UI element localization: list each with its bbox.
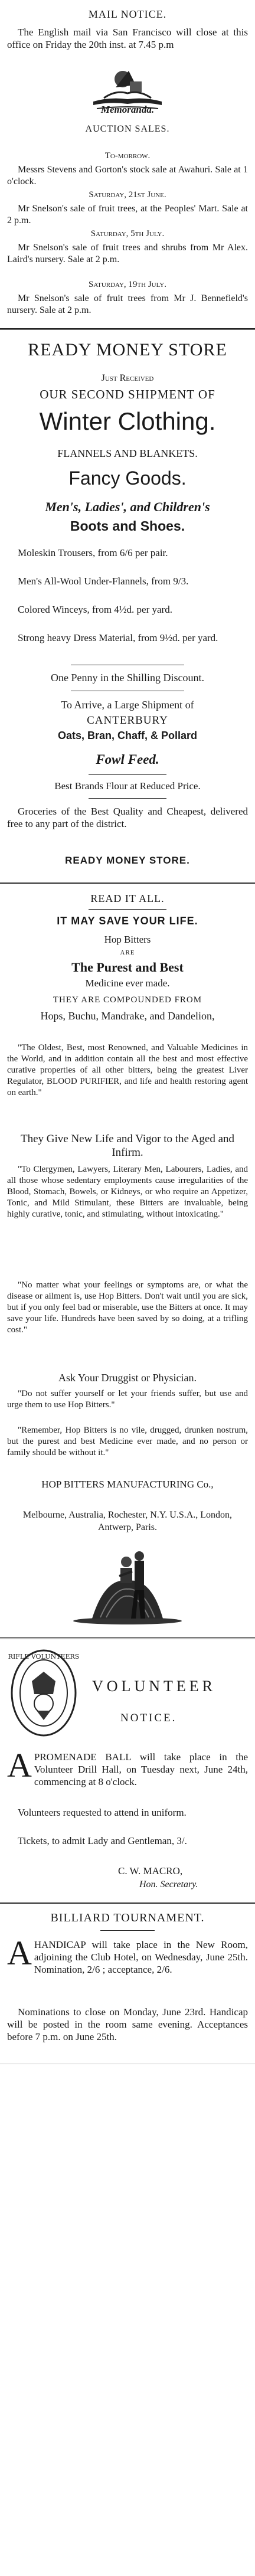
hop-are: ARE xyxy=(120,949,135,956)
hop-feelings-paragraph: "No matter what your feelings or symptoms are, or what the disease or ailment is, use Hop Bitters. Don't wait until you are sick, but if you only feel bad or miserable, use the Bitters at once. It may save your life. Hundreds have been saved by so doing, at a trifling cost." xyxy=(7,1280,248,1335)
store-item-1: Moleskin Trousers, from 6/6 per pair. xyxy=(18,547,168,558)
hop-oldest-paragraph: "The Oldest, Best, most Renowned, and Valuable Medicines in the World, and in addition contain all the best and most effective curative properties of all other bitters, being the greatest Liver Regulator, BLOOD PURIFIER, and life and health restoring agent on earth." xyxy=(7,1043,248,1097)
store-just-received: Just Received xyxy=(101,373,154,383)
volunteer-ball-paragraph xyxy=(0,1746,255,1788)
volunteer-ball-text: PROMENADE BALL will take place in the Volunteer Drill Hall, on Tuesday next, June 24th, commencing at 8 o'clock. xyxy=(34,1751,248,1787)
dropcap-a: A xyxy=(7,1746,32,1784)
store-to-arrive: To Arrive, a Large Shipment of xyxy=(61,699,194,711)
hop-bitters-line: Hop Bitters xyxy=(104,934,151,945)
store-flannels: FLANNELS AND BLANKETS. xyxy=(57,447,198,459)
seal-text: RIFLE VOLUNTEERS xyxy=(8,1653,79,1660)
mail-notice-heading: MAIL NOTICE. xyxy=(88,8,167,20)
rifle-volunteers-seal-icon xyxy=(8,1645,79,1739)
billiard-handicap-paragraph xyxy=(0,1934,255,1976)
hop-suffer-paragraph: "Do not suffer yourself or let your friends suffer, but use and urge them to use Hop Bitters." xyxy=(7,1389,248,1410)
billiard-nominations: Nominations to close on Monday, June 23rd. Handicap will be posted in the room same evening. Acceptances before 7 p.m. on June 25th. xyxy=(7,2006,248,2042)
hop-company: HOP BITTERS MANUFACTURING Co., xyxy=(41,1479,214,1490)
store-fancy-goods: Fancy Goods. xyxy=(68,468,187,489)
store-item-3: Colored Winceys, from 4½d. per yard. xyxy=(18,604,172,615)
hop-may-save-life: IT MAY SAVE YOUR LIFE. xyxy=(57,915,198,927)
store-boots-shoes: Boots and Shoes. xyxy=(70,518,185,534)
hop-remember-paragraph: "Remember, Hop Bitters is no vile, drugged, drunken nostrum, but the purest and best Medicine ever made, and no person or family should be without it." xyxy=(7,1426,248,1457)
hop-compounded: THEY ARE COMPOUNDED FROM xyxy=(53,995,202,1005)
auction-item-4: Mr Snelson's sale of fruit trees from Mr J. Bennefield's nursery. Sale at 2 p.m. xyxy=(7,293,248,315)
dancing-couple-illustration xyxy=(0,1548,255,1626)
store-item-4: Strong heavy Dress Material, from 9½d. per yard. xyxy=(18,632,218,643)
store-mens-ladies: Men's, Ladies', and Children's xyxy=(45,499,210,514)
mail-notice-text: The English mail via San Francisco will close at this office on Friday the 20th inst. at 7.45 p.m xyxy=(7,27,248,50)
hop-ingredients: Hops, Buchu, Mandrake, and Dandelion, xyxy=(40,1010,215,1022)
billiard-heading: BILLIARD TOURNAMENT. xyxy=(50,1911,205,1924)
volunteer-requested: Volunteers requested to attend in uniform. xyxy=(18,1807,187,1818)
section-rule xyxy=(0,882,255,884)
store-flour: Best Brands Flour at Reduced Price. xyxy=(54,780,201,792)
section-rule xyxy=(0,1902,255,1904)
section-rule xyxy=(0,328,255,330)
store-oats-bran: Oats, Bran, Chaff, & Pollard xyxy=(57,730,198,741)
hop-read-it-all: READ IT ALL. xyxy=(90,893,165,904)
volunteer-tickets: Tickets, to admit Lady and Gentleman, 3/. xyxy=(18,1835,187,1846)
hop-purest-best: The Purest and Best xyxy=(71,960,184,975)
store-footer: READY MONEY STORE. xyxy=(65,855,190,866)
divider xyxy=(100,1930,155,1931)
auction-item-3: Mr Snelson's sale of fruit trees and shrubs from Mr Alex. Laird's nursery. Sale at 2 p.m. xyxy=(7,243,248,264)
store-item-2: Men's All-Wool Under-Flannels, from 9/3. xyxy=(18,576,189,587)
volunteer-header xyxy=(0,1645,255,1741)
store-title: READY MONEY STORE xyxy=(28,340,227,359)
hop-medicine-ever: Medicine ever made. xyxy=(85,978,170,989)
volunteer-notice: NOTICE. xyxy=(120,1712,177,1724)
hop-cities: Melbourne, Australia, Rochester, N.Y. U.S.A., London, Antwerp, Paris. xyxy=(22,1510,233,1532)
volunteer-signed: C. W. MACRO, xyxy=(118,1865,183,1877)
store-penny-discount: One Penny in the Shilling Discount. xyxy=(51,672,204,684)
store-canterbury: CANTERBURY xyxy=(87,714,168,727)
divider xyxy=(89,774,166,775)
hop-ask-druggist: Ask Your Druggist or Physician. xyxy=(58,1372,197,1384)
memoranda-label: Memoranda. xyxy=(100,104,155,115)
auction-date-3: Saturday, 5th July. xyxy=(90,229,165,238)
volunteer-heading: VOLUNTEER xyxy=(92,1678,216,1695)
billiard-handicap-text: HANDICAP will take place in the New Room, adjoining the Club Hotel, on Wednesday, June 25th. Nomination, 2/6 ; acceptance, 2/6. xyxy=(34,1939,248,1975)
auction-date-4: Saturday, 19th July. xyxy=(89,280,166,289)
store-second-shipment: OUR SECOND SHIPMENT OF xyxy=(40,387,215,401)
hop-clergymen-paragraph: "To Clergymen, Lawyers, Literary Men, Labourers, Ladies, and all those whose sedentary employments cause irregularities of the Blood, Stomach, Bowels, or Kidneys, or who require an Appetizer, Tonic, and Mild Stimulant, these Bitters are invaluable, being highly curative, tonic, and stimulating, without intoxicating." xyxy=(7,1165,248,1219)
store-winter-clothing: Winter Clothing. xyxy=(39,407,216,435)
store-fowl-feed: Fowl Feed. xyxy=(96,752,159,767)
dropcap-a: A xyxy=(7,1934,32,1972)
auction-sales-heading: AUCTION SALES. xyxy=(85,124,170,134)
section-rule xyxy=(0,1637,255,1639)
store-groceries: Groceries of the Best Quality and Cheapest, delivered free to any part of the district. xyxy=(7,806,248,829)
volunteer-role: Hon. Secretary. xyxy=(139,1879,198,1889)
hop-new-life: They Give New Life and Vigor to the Aged and Infirm. xyxy=(20,1133,235,1159)
divider xyxy=(89,798,166,799)
auction-date-2: Saturday, 21st June. xyxy=(89,190,166,200)
auction-item-1: Messrs Stevens and Gorton's stock sale at Awahuri. Sale at 1 o'clock. xyxy=(7,165,248,187)
auction-item-2: Mr Snelson's sale of fruit trees, at the Peoples' Mart. Sale at 2 p.m. xyxy=(7,204,248,225)
divider xyxy=(89,909,166,910)
auction-date-1: To-morrow. xyxy=(104,151,151,161)
